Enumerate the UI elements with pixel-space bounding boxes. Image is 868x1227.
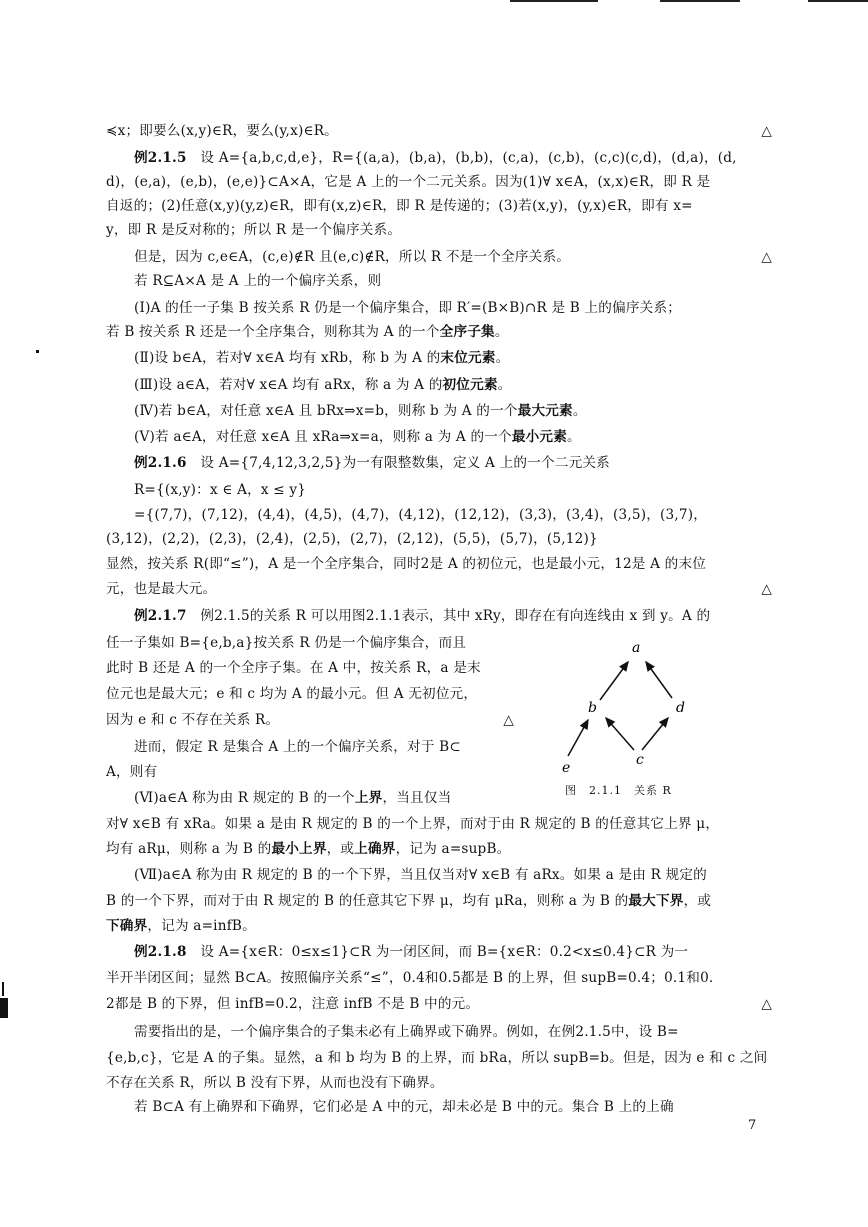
end-of-example-triangle: △ <box>503 712 514 728</box>
edge-c-to-d <box>642 718 668 750</box>
text-line <box>134 1023 772 1042</box>
text-run: ，或 <box>683 893 712 909</box>
text-run: 若 B⊂A 有上确界和下确界，它们必是 A 中的元，却未必是 B 中的元。集合 B 上的上确 <box>134 1099 674 1115</box>
text-run: (Ⅱ)设 b∈A，若对∀ x∈A 均有 xRb，称 b 为 A 的 <box>134 350 441 366</box>
text-line <box>134 349 772 368</box>
bold-term: 例2.1.5 <box>134 150 187 166</box>
text-run: 此时 B 还是 A 的一个全序子集。在 A 中，按关系 R，a 是末 <box>106 660 481 676</box>
text-line <box>106 840 772 859</box>
text-line <box>134 1098 772 1117</box>
text-run: ，或 <box>326 841 355 857</box>
text-run: (Ⅰ)A 的任一子集 B 按关系 R 仍是一个偏序集合，即 R′=(B×B)∩R 是 B 上的偏序关系； <box>134 300 682 316</box>
text-line <box>106 634 514 653</box>
text-run: 位元也是最大元；e 和 c 均为 A 的最小元。但 A 无初位元， <box>106 686 478 702</box>
text-run: ，记为 a=supB。 <box>395 841 511 857</box>
bold-term: 最小上界 <box>271 841 327 857</box>
text-line <box>106 815 772 834</box>
text-line <box>106 197 772 216</box>
bold-term: 上确界 <box>354 841 396 857</box>
text-run: (Ⅵ)a∈A 称为由 R 规定的 B 的一个 <box>134 790 355 806</box>
text-line <box>106 323 772 342</box>
text-line <box>134 454 772 473</box>
text-line <box>134 248 772 267</box>
node-e: e <box>562 760 571 776</box>
text-line <box>106 221 772 240</box>
text-line <box>134 943 772 962</box>
text-line <box>106 555 772 574</box>
text-run: 对∀ x∈B 有 xRa。如果 a 是由 R 规定的 B 的一个上界，而对于由 R 规定的 B 的任意其它上界 μ， <box>106 816 720 832</box>
end-of-example-triangle: △ <box>761 996 772 1012</box>
text-run: 半开半闭区间；显然 B⊂A。按照偏序关系“≤”，0.4和0.5都是 B 的上界，但 supB=0.4；0.1和0. <box>106 970 714 986</box>
text-line <box>106 969 772 988</box>
text-run: {e,b,c}，它是 A 的子集。显然，a 和 b 均为 B 的上界，而 bRa，所以 supB=b。但是，因为 e 和 c 之间 <box>106 1050 768 1066</box>
text-run: R={(x,y)：x ∈ A，x ≤ y} <box>134 482 307 498</box>
scan-mark <box>808 0 868 2</box>
text-run: 例2.1.5的关系 R 可以用图2.1.1表示，其中 xRy，即存在有向连线由 x 到 y。A 的 <box>186 608 711 624</box>
text-run: ≼x；即要么(x,y)∈R，要么(y,x)∈R。 <box>106 123 338 139</box>
text-run: 任一子集如 B={e,b,a}按关系 R 仍是一个偏序集合，而且 <box>106 635 467 651</box>
text-line <box>134 299 772 318</box>
bold-term: 例2.1.8 <box>134 944 187 960</box>
text-line <box>106 711 514 730</box>
bold-term: 全序子集 <box>439 324 495 340</box>
text-line <box>106 685 514 704</box>
text-run: 设 A={x∈R：0≤x≤1}⊂R 为一闭区间，而 B={x∈R：0.2<x≤0.4}⊂R 为一 <box>186 944 689 960</box>
margin-artifact <box>36 350 39 353</box>
text-run: (3,12)，(2,2)，(2,3)，(2,4)，(2,5)，(2,7)，(2,12)，(5,5)，(5,7)，(5,12)} <box>106 531 598 547</box>
text-run: A，则有 <box>106 764 158 780</box>
text-line <box>106 173 772 192</box>
margin-artifact <box>2 982 4 996</box>
end-of-example-triangle: △ <box>761 123 772 139</box>
page-number: 7 <box>748 1118 757 1133</box>
text-line <box>106 122 772 141</box>
text-line <box>134 272 772 291</box>
text-run: (Ⅲ)设 a∈A，若对∀ x∈A 均有 aRx，称 a 为 A 的 <box>134 377 443 393</box>
text-line <box>134 866 772 885</box>
text-run: 2都是 B 的下界，但 infB=0.2，注意 infB 不是 B 中的元。 <box>106 996 480 1012</box>
text-run: ，当且仅当 <box>382 790 452 806</box>
bold-term: 上界 <box>354 790 383 806</box>
node-d: d <box>676 700 685 716</box>
text-run: d)，(e,a)，(e,b)，(e,e)}⊂A×A，它是 A 上的一个二元关系。因为(1)∀ x∈A，(x,x)∈R，即 R 是 <box>106 174 711 190</box>
text-run: 。 <box>494 324 509 340</box>
edge-d-to-a <box>646 662 672 698</box>
edge-e-to-b <box>568 720 588 756</box>
text-run: 元，也是最大元。 <box>106 581 217 597</box>
text-run: 进而，假定 R 是集合 A 上的一个偏序关系，对于 B⊂ <box>134 739 461 755</box>
text-run: 。 <box>567 429 581 445</box>
text-line <box>134 149 772 168</box>
text-run: 需要指出的是，一个偏序集合的子集未必有上确界或下确界。例如，在例2.1.5中，设 B= <box>134 1024 679 1040</box>
text-line <box>106 580 772 599</box>
scan-mark <box>660 0 740 2</box>
margin-artifact <box>0 998 8 1018</box>
node-b: b <box>588 700 597 716</box>
text-run: 若 B 按关系 R 还是一个全序集合，则称其为 A 的一个 <box>106 324 440 340</box>
text-line <box>106 1049 772 1068</box>
text-run: ，记为 a=infB。 <box>147 918 256 934</box>
text-run: (Ⅶ)a∈A 称为由 R 规定的 B 的一个下界，当且仅当对∀ x∈B 有 aRx。如果 a 是由 R 规定的 <box>134 867 707 883</box>
bold-term: 初位元素 <box>442 377 498 393</box>
text-run: (Ⅴ)若 a∈A，对任意 x∈A 且 xRa⇒x=a，则称 a 为 A 的一个 <box>134 429 512 445</box>
text-run: 因为 e 和 c 不存在关系 R。 <box>106 712 280 728</box>
text-run: 自返的；(2)任意(x,y)(y,z)∈R，即有(x,z)∈R，即 R 是传递的；(3)若(x,y)，(y,x)∈R，即有 x= <box>106 198 693 214</box>
bold-term: 下确界 <box>106 918 148 934</box>
text-line <box>134 738 514 757</box>
text-run: ={(7,7)，(7,12)，(4,4)，(4,5)，(4,7)，(4,12)，(12,12)，(3,3)，(3,4)，(3,5)，(3,7)， <box>134 507 708 523</box>
text-line <box>134 506 772 525</box>
end-of-example-triangle: △ <box>761 581 772 597</box>
text-line <box>134 789 514 808</box>
text-line <box>106 763 514 782</box>
node-a: a <box>632 640 641 656</box>
bold-term: 例2.1.6 <box>134 455 187 471</box>
text-run: 若 R⊆A×A 是 A 上的一个偏序关系，则 <box>134 273 382 289</box>
text-run: 设 A={7,4,12,3,2,5}为一有限整数集，定义 A 上的一个二元关系 <box>186 455 610 471</box>
bold-term: 最小元素 <box>511 429 568 445</box>
text-line <box>134 376 772 395</box>
bold-term: 最大下界 <box>628 893 684 909</box>
text-line <box>134 481 772 500</box>
figure-caption: 图 2.1.1 关系 R <box>565 784 672 797</box>
text-run: B 的一个下界，而对于由 R 规定的 B 的任意其它下界 μ，均有 μRa，则称 a 为 B 的 <box>106 893 629 909</box>
text-line <box>134 402 772 421</box>
end-of-example-triangle: △ <box>761 249 772 265</box>
text-line <box>106 530 772 549</box>
text-run: y，即 R 是反对称的；所以 R 是一个偏序关系。 <box>106 222 402 238</box>
text-line <box>106 1074 772 1093</box>
bold-term: 最大元素 <box>517 403 573 419</box>
text-line <box>106 659 514 678</box>
bold-term: 末位元素 <box>440 350 496 366</box>
text-line <box>106 892 772 911</box>
text-line <box>134 428 772 447</box>
edge-c-to-b <box>606 718 634 750</box>
text-line <box>106 917 772 936</box>
text-run: 。 <box>495 350 510 366</box>
edge-b-to-a <box>600 662 628 700</box>
text-run: 均有 aRμ，则称 a 为 B 的 <box>106 841 272 857</box>
text-run: (Ⅳ)若 b∈A，对任意 x∈A 且 bRx⇒x=b，则称 b 为 A 的一个 <box>134 403 518 419</box>
text-run: 但是，因为 c,e∈A，(c,e)∉R 且(e,c)∉R，所以 R 不是一个全序关系。 <box>134 249 571 265</box>
node-c: c <box>636 752 644 768</box>
text-line <box>134 607 772 626</box>
text-run: 。 <box>572 403 587 419</box>
text-run: 显然，按关系 R(即“≤”)，A 是一个全序集合，同时2是 A 的初位元，也是最小元，12是 A 的末位 <box>106 556 707 572</box>
text-run: 不存在关系 R，所以 B 没有下界，从而也没有下确界。 <box>106 1075 444 1091</box>
scan-mark <box>510 0 598 2</box>
text-run: 。 <box>497 377 512 393</box>
text-run: 设 A={a,b,c,d,e}，R={(a,a)，(b,a)，(b,b)，(c,a)，(c,b)，(c,c)(c,d)，(d,a)，(d, <box>186 150 737 166</box>
bold-term: 例2.1.7 <box>134 608 187 624</box>
text-line <box>106 995 772 1014</box>
